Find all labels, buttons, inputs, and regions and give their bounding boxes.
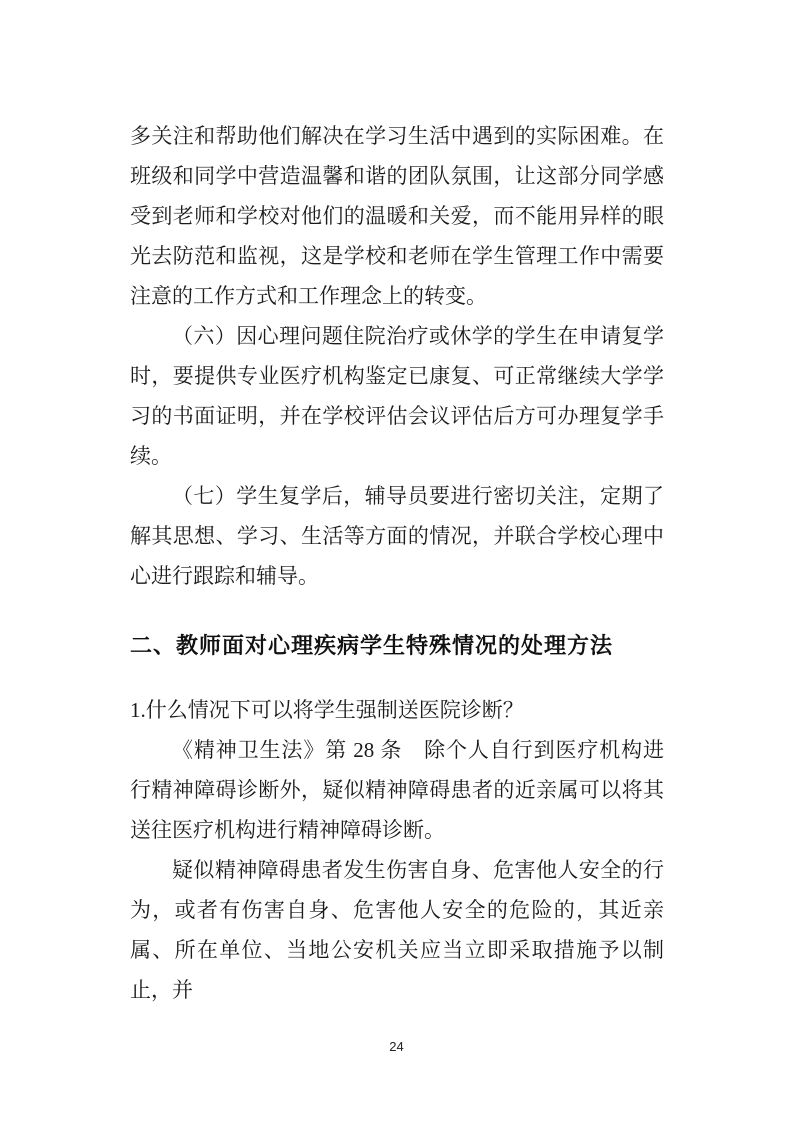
paragraph-continuation: 多关注和帮助他们解决在学习生活中遇到的实际困难。在班级和同学中营造温馨和谐的团队氛围，让这部分同学感受到老师和学校对他们的温暖和关爱，而不能用异样的眼光去防范和监视，这是学校和老师在学生管理工作中需要注意的工作方式和工作理念上的转变。 [130, 124, 664, 308]
question-line: 1.什么情况下可以将学生强制送医院诊断？ [130, 698, 524, 722]
page-footer [0, 1038, 793, 1056]
paragraph-item-six: （六）因心理问题住院治疗或休学的学生在申请复学时，要提供专业医疗机构鉴定已康复、可正常继续大学学习的书面证明，并在学校评估会议评估后方可办理复学手续。 [130, 324, 664, 468]
paragraph-law-article-28: 《精神卫生法》第 28 条 除个人自行到医疗机构进行精神障碍诊断外，疑似精神障碍患者的近亲属可以将其送往医疗机构进行精神障碍诊断。 [130, 738, 664, 842]
document-body [130, 116, 664, 1010]
page-number: 24 [389, 1039, 404, 1054]
section-heading: 二、教师面对心理疾病学生特殊情况的处理方法 [130, 633, 614, 658]
paragraph-law-detail: 疑似精神障碍患者发生伤害自身、危害他人安全的行为，或者有伤害自身、危害他人安全的危险的，其近亲属、所在单位、当地公安机关应当立即采取措施予以制止，并 [130, 858, 664, 1002]
paragraph-item-seven: （七）学生复学后，辅导员要进行密切关注，定期了解其思想、学习、生活等方面的情况，并联合学校心理中心进行跟踪和辅导。 [130, 484, 664, 588]
